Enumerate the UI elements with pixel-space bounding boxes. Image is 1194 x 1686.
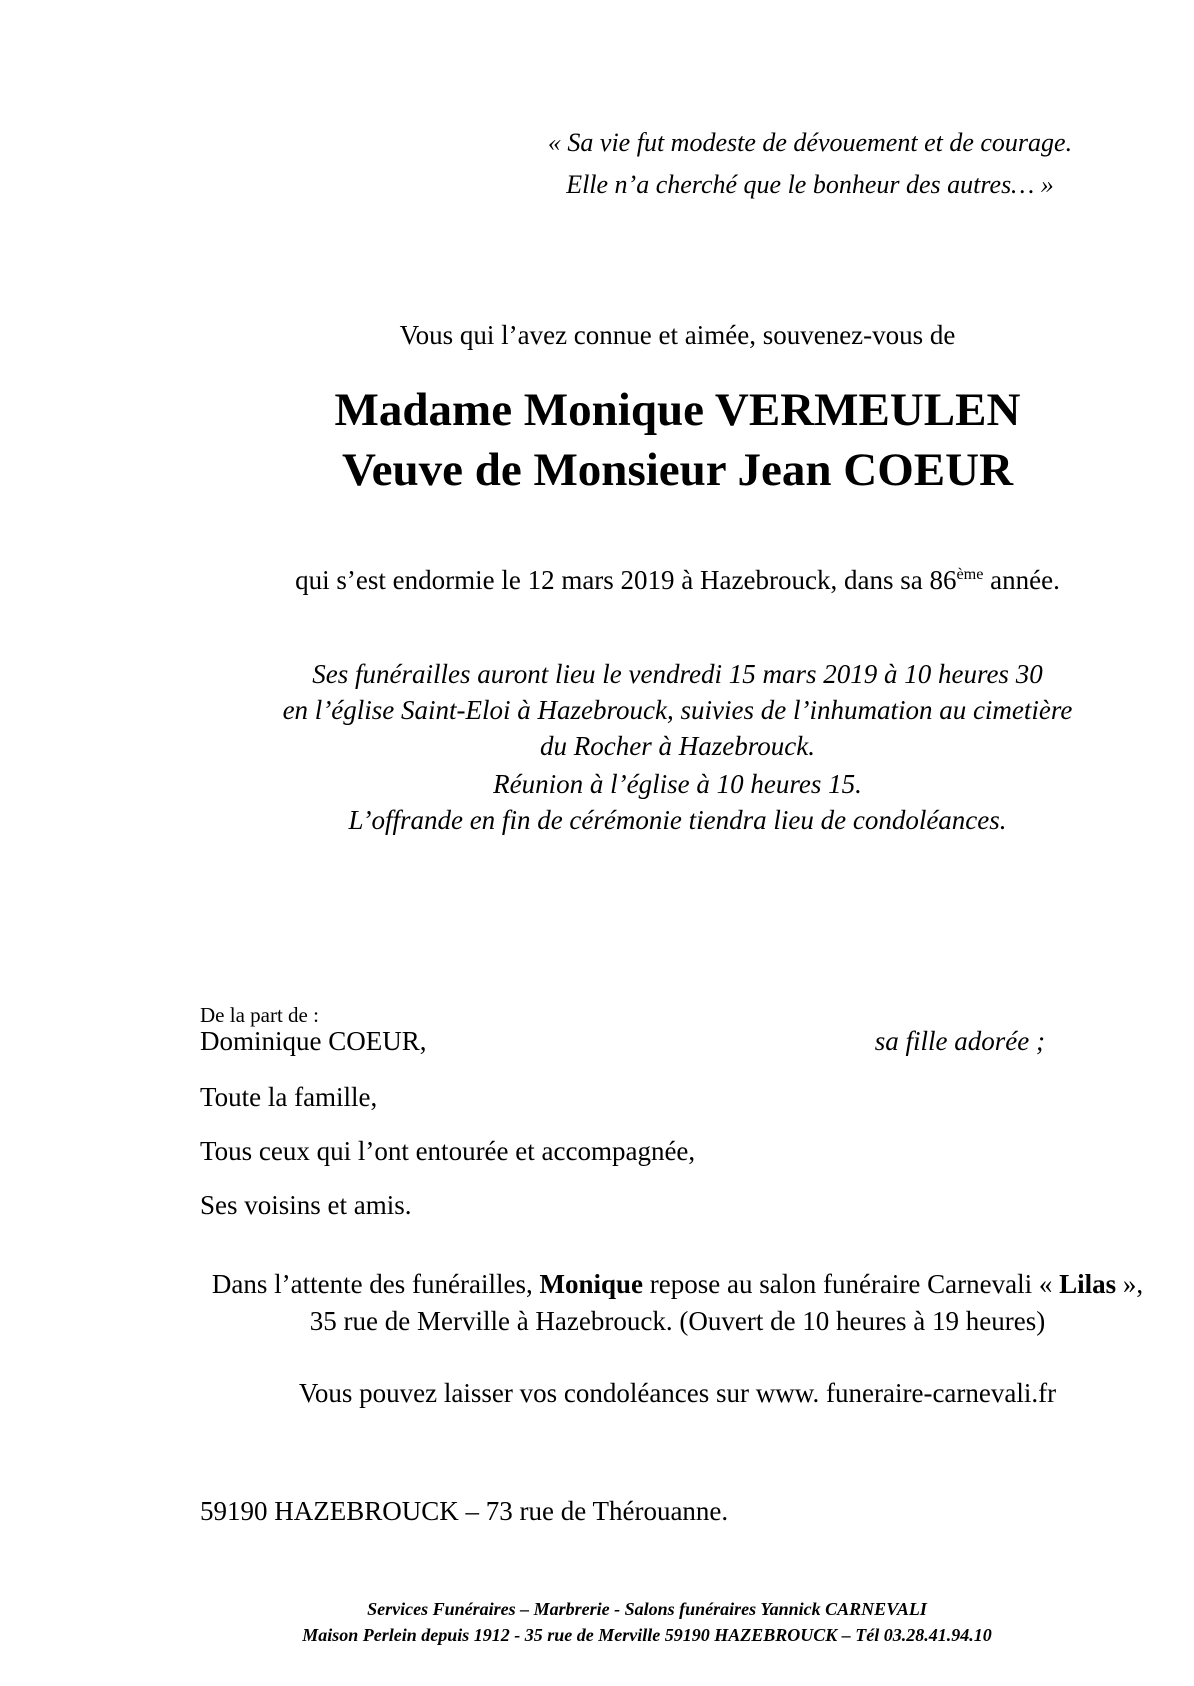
family-line-caregivers: Tous ceux qui l’ont entourée et accompagnée, (200, 1136, 696, 1166)
funeral-ceremony-line1: Ses funérailles auront lieu le vendredi 15 mars 2019 à 10 heures 30 (312, 659, 1043, 689)
funeral-ceremony-line2: en l’église Saint-Eloi à Hazebrouck, suivies de l’inhumation au cimetière (282, 695, 1073, 725)
repose-paragraph (200, 1266, 1155, 1340)
family-heading: De la part de : (200, 1003, 319, 1027)
footer-services-line: Services Funéraires – Marbrerie - Salons funéraires Yannick CARNEVALI (367, 1599, 927, 1619)
repose-line1 (200, 1266, 1155, 1303)
daughter-relation: sa fille adorée ; (874, 1026, 1045, 1056)
remembrance-intro: Vous qui l’avez connue et aimée, souvenez-vous de (399, 320, 956, 350)
footer-contact-line: Maison Perlein depuis 1912 - 35 rue de Merville 59190 HAZEBROUCK – Tél 03.28.41.94.10 (302, 1625, 992, 1645)
epitaph-quote (470, 122, 1150, 206)
daughter-name: Dominique COEUR, (200, 1026, 427, 1056)
funeral-ceremony-line3: du Rocher à Hazebrouck. (540, 731, 815, 761)
repose-segment1: Dans l’attente des funérailles, (211, 1269, 540, 1299)
deceased-name-block (200, 380, 1155, 500)
funeral-meeting-paragraph (200, 766, 1155, 838)
address-line: 59190 HAZEBROUCK – 73 rue de Thérouanne. (200, 1496, 729, 1526)
funeral-ceremony-paragraph (200, 656, 1155, 764)
ordinal-superscript: ème (956, 565, 984, 583)
death-announcement-line (200, 565, 1155, 596)
church-meeting-line: Réunion à l’église à 10 heures 15. (493, 769, 862, 799)
repose-first-name: Monique (539, 1269, 644, 1299)
epitaph-quote-line1: « Sa vie fut modeste de dévouement et de courage. (547, 128, 1073, 157)
family-line-neighbors-friends: Ses voisins et amis. (200, 1190, 412, 1220)
daughter-line (200, 1026, 1155, 1057)
repose-segment3: », (1116, 1269, 1144, 1299)
family-line-whole-family: Toute la famille, (200, 1082, 378, 1112)
deceased-widow-line: Veuve de Monsieur Jean COEUR (341, 444, 1014, 496)
deceased-name: Madame Monique VERMEULEN (334, 384, 1021, 436)
offering-line: L’offrande en fin de cérémonie tiendra lieu de condoléances. (348, 805, 1007, 835)
funeral-home-footer (100, 1596, 1194, 1648)
repose-segment2: repose au salon funéraire Carnevali « (643, 1269, 1060, 1299)
epitaph-quote-line2: Elle n’a cherché que le bonheur des autres… » (566, 170, 1054, 199)
online-condolences-line: Vous pouvez laisser vos condoléances sur www. funeraire-carnevali.fr (298, 1378, 1057, 1408)
death-text-after-superscript: année. (983, 565, 1060, 595)
death-text-before-superscript: qui s’est endormie le 12 mars 2019 à Hazebrouck, dans sa 86 (295, 565, 957, 595)
repose-line2: 35 rue de Merville à Hazebrouck. (Ouvert de 10 heures à 19 heures) (309, 1306, 1046, 1336)
repose-salon-name: Lilas (1059, 1269, 1117, 1299)
